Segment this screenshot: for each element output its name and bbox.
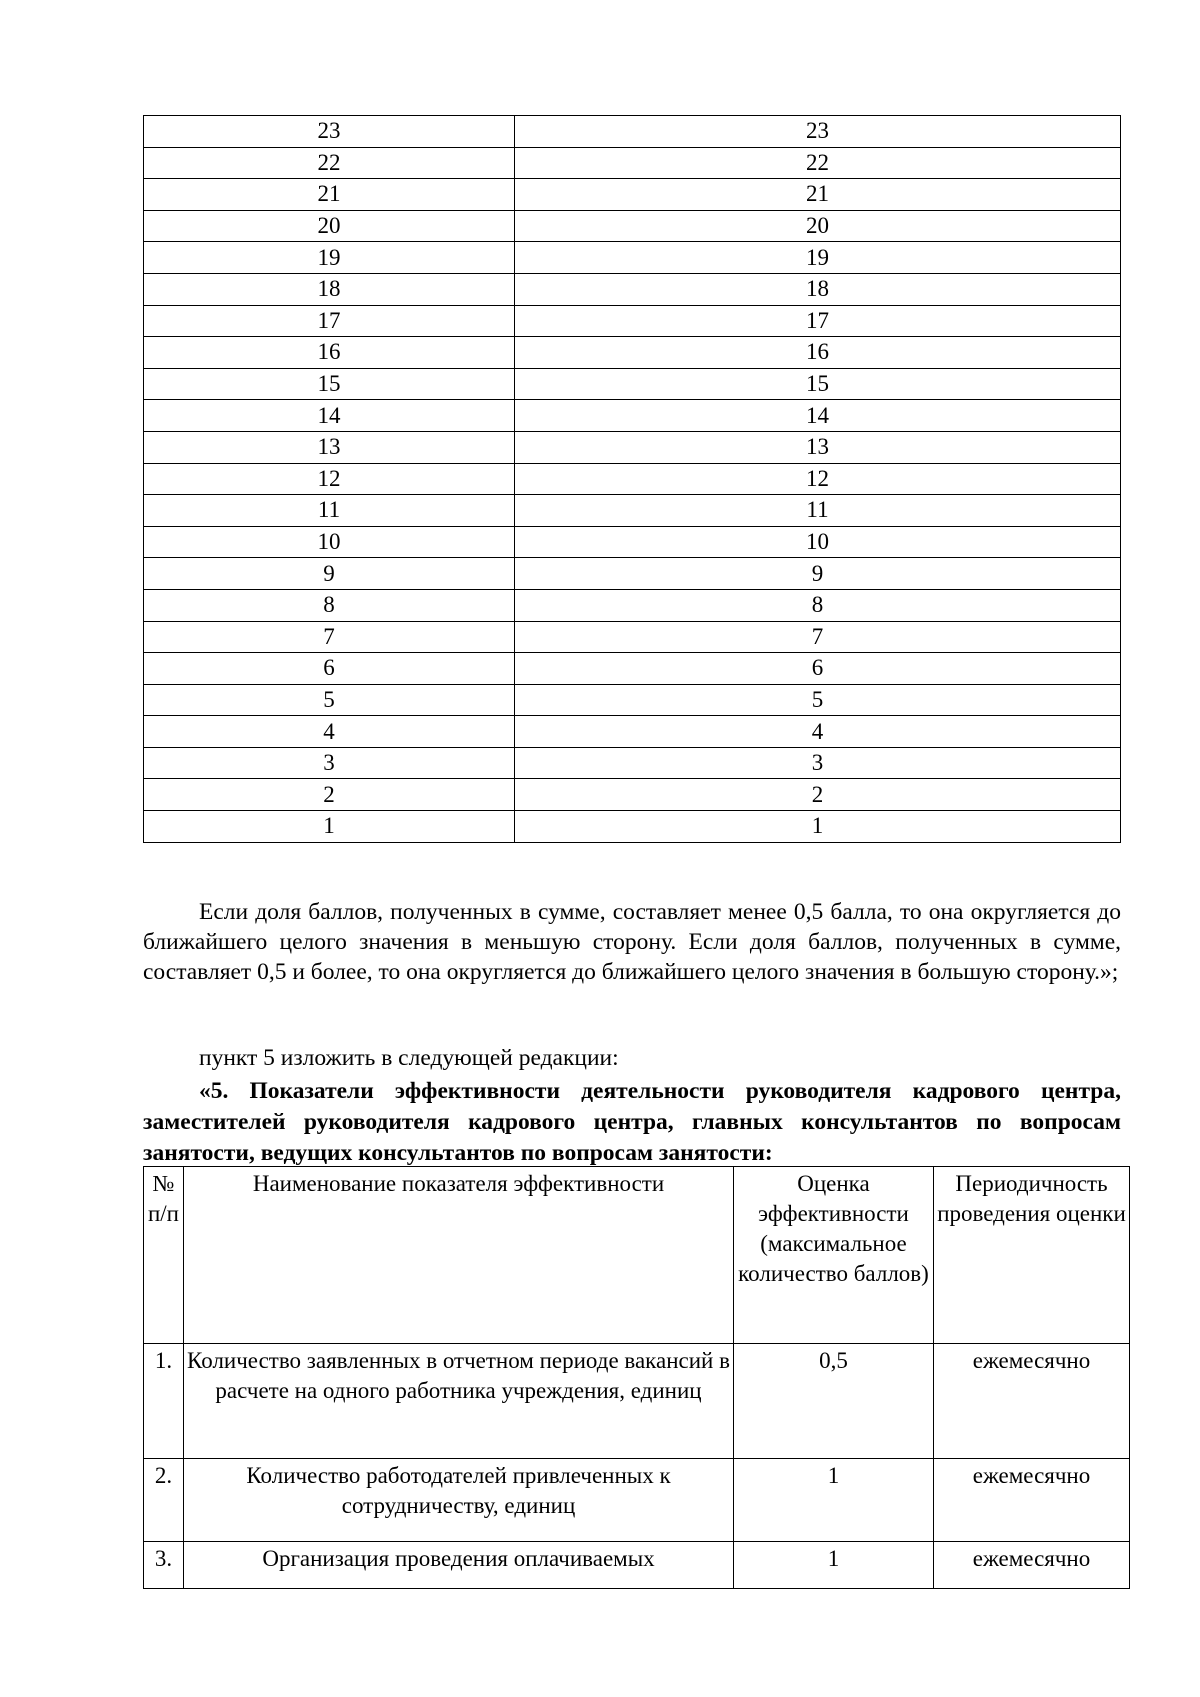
row-score: 0,5 — [734, 1344, 934, 1459]
row-num: 3. — [144, 1542, 184, 1589]
score-cell-left: 8 — [144, 589, 515, 621]
score-cell-left: 17 — [144, 305, 515, 337]
score-cell-left: 21 — [144, 179, 515, 211]
header-period: Периодичность проведения оценки — [934, 1167, 1130, 1344]
row-period: ежемесячно — [934, 1542, 1130, 1589]
header-num: № п/п — [144, 1167, 184, 1344]
indicators-header-row — [144, 1167, 1130, 1344]
section5-heading — [143, 1076, 1121, 1169]
table-row — [144, 589, 1121, 621]
score-cell-right: 7 — [515, 621, 1121, 653]
section5-heading-text: «5. Показатели эффективности деятельности руководителя кадрового центра, заместителей руководителя кадрового центра, главных консультантов по вопросам занятости, ведущих консультантов по вопросам занятости: — [143, 1078, 1121, 1166]
score-cell-right: 23 — [515, 116, 1121, 148]
rounding-rule-paragraph — [143, 897, 1121, 987]
score-cell-right: 10 — [515, 526, 1121, 558]
score-cell-right: 11 — [515, 495, 1121, 527]
score-cell-right: 18 — [515, 273, 1121, 305]
table-row — [144, 116, 1121, 148]
score-cell-left: 4 — [144, 716, 515, 748]
row-name: Количество заявленных в отчетном периоде вакансий в расчете на одного работника учреждения, единиц — [184, 1344, 734, 1459]
table-row — [144, 337, 1121, 369]
table-row — [144, 779, 1121, 811]
score-cell-right: 21 — [515, 179, 1121, 211]
score-cell-left: 10 — [144, 526, 515, 558]
score-cell-right: 20 — [515, 210, 1121, 242]
score-cell-right: 3 — [515, 747, 1121, 779]
score-cell-left: 11 — [144, 495, 515, 527]
score-cell-left: 12 — [144, 463, 515, 495]
table-row — [144, 621, 1121, 653]
score-cell-left: 14 — [144, 400, 515, 432]
table-row — [144, 558, 1121, 590]
header-name: Наименование показателя эффективности — [184, 1167, 734, 1344]
score-table — [143, 115, 1121, 843]
table-row — [144, 210, 1121, 242]
score-cell-right: 1 — [515, 811, 1121, 843]
table-row — [144, 653, 1121, 685]
score-table-body — [144, 116, 1121, 843]
score-cell-right: 4 — [515, 716, 1121, 748]
table-row — [144, 716, 1121, 748]
score-cell-right: 14 — [515, 400, 1121, 432]
score-cell-left: 19 — [144, 242, 515, 274]
score-cell-right: 8 — [515, 589, 1121, 621]
table-row — [144, 1344, 1130, 1459]
row-name: Количество работодателей привлеченных к сотрудничеству, единиц — [184, 1459, 734, 1542]
row-name: Организация проведения оплачиваемых — [184, 1542, 734, 1589]
table-row — [144, 747, 1121, 779]
row-num: 1. — [144, 1344, 184, 1459]
score-cell-right: 9 — [515, 558, 1121, 590]
score-cell-right: 12 — [515, 463, 1121, 495]
score-cell-right: 17 — [515, 305, 1121, 337]
score-cell-left: 7 — [144, 621, 515, 653]
row-period: ежемесячно — [934, 1459, 1130, 1542]
table-row — [144, 495, 1121, 527]
score-cell-left: 6 — [144, 653, 515, 685]
row-period: ежемесячно — [934, 1344, 1130, 1459]
score-cell-right: 16 — [515, 337, 1121, 369]
table-row — [144, 1542, 1130, 1589]
rounding-rule-text: Если доля баллов, полученных в сумме, составляет менее 0,5 балла, то она округляется до ближайшего целого значения в меньшую сторону. Если доля баллов, полученных в сумме, составляет 0,5 и более, то она округляется до ближайшего целого значения в большую сторону.»; — [143, 899, 1121, 985]
score-cell-right: 2 — [515, 779, 1121, 811]
score-cell-left: 1 — [144, 811, 515, 843]
score-cell-right: 19 — [515, 242, 1121, 274]
score-cell-left: 18 — [144, 273, 515, 305]
score-cell-left: 9 — [144, 558, 515, 590]
row-num: 2. — [144, 1459, 184, 1542]
table-row — [144, 273, 1121, 305]
table-row — [144, 179, 1121, 211]
score-cell-right: 5 — [515, 684, 1121, 716]
score-cell-left: 13 — [144, 431, 515, 463]
score-cell-left: 15 — [144, 368, 515, 400]
table-row — [144, 305, 1121, 337]
score-cell-left: 20 — [144, 210, 515, 242]
row-score: 1 — [734, 1459, 934, 1542]
score-cell-left: 22 — [144, 147, 515, 179]
indicators-table — [143, 1166, 1130, 1589]
table-row — [144, 1459, 1130, 1542]
row-score: 1 — [734, 1542, 934, 1589]
table-row — [144, 147, 1121, 179]
table-row — [144, 368, 1121, 400]
table-row — [144, 811, 1121, 843]
table-row — [144, 242, 1121, 274]
header-score: Оценка эффективности (максимальное количество баллов) — [734, 1167, 934, 1344]
table-row — [144, 463, 1121, 495]
table-row — [144, 431, 1121, 463]
table-row — [144, 400, 1121, 432]
score-cell-right: 13 — [515, 431, 1121, 463]
table-row — [144, 526, 1121, 558]
score-cell-left: 5 — [144, 684, 515, 716]
score-cell-left: 2 — [144, 779, 515, 811]
item5-instruction: пункт 5 изложить в следующей редакции: — [199, 1045, 619, 1071]
score-cell-left: 3 — [144, 747, 515, 779]
score-cell-right: 22 — [515, 147, 1121, 179]
score-cell-left: 16 — [144, 337, 515, 369]
score-cell-right: 6 — [515, 653, 1121, 685]
score-cell-right: 15 — [515, 368, 1121, 400]
score-cell-left: 23 — [144, 116, 515, 148]
table-row — [144, 684, 1121, 716]
